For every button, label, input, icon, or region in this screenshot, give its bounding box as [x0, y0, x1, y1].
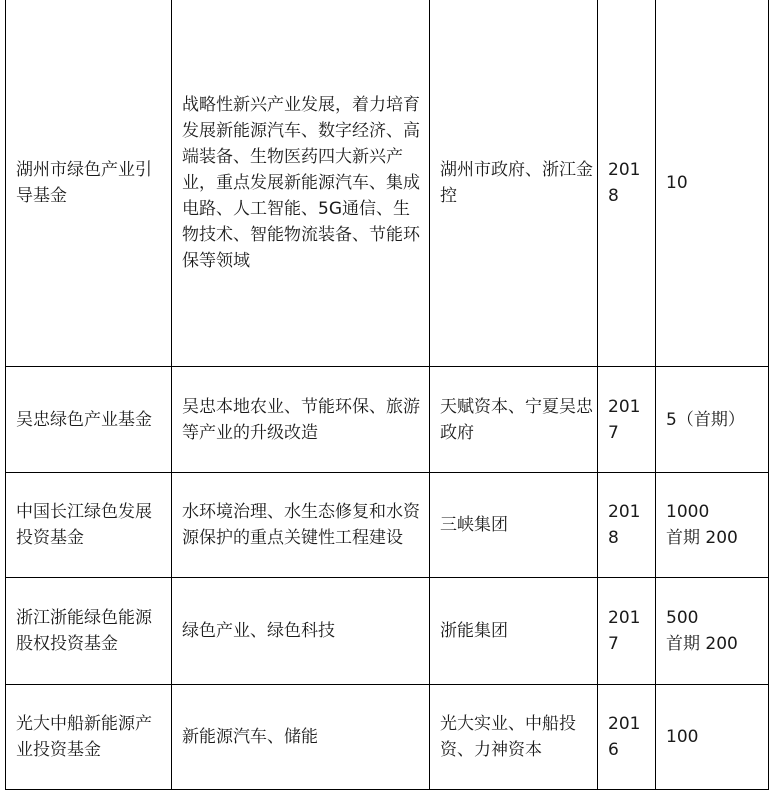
invest-field-cell [172, 473, 430, 578]
fund-name-cell [6, 0, 172, 367]
scale-value: 5（首期） [666, 409, 745, 430]
year-cell [598, 578, 656, 685]
scale-value: 100 [666, 727, 699, 747]
sponsor: 三峡集团 [440, 515, 508, 535]
table-row [6, 473, 769, 578]
sponsor: 浙能集团 [440, 621, 508, 641]
year-cell [598, 0, 656, 367]
fund-table [5, 0, 769, 790]
fund-name: 浙江浙能绿色能源股权投资基金 [16, 608, 152, 654]
sponsor: 湖州市政府、浙江金控 [440, 159, 593, 206]
year: 2018 [608, 159, 641, 206]
fund-name-cell [6, 578, 172, 685]
sponsor-cell [430, 0, 598, 367]
year-cell [598, 473, 656, 578]
fund-name-cell [6, 473, 172, 578]
scale-cell [656, 367, 769, 473]
invest-field: 吴忠本地农业、节能环保、旅游等产业的升级改造 [182, 396, 420, 443]
scale-first-phase: 首期 200 [666, 528, 738, 548]
table-row [6, 367, 769, 473]
fund-name-cell [6, 367, 172, 473]
sponsor: 天赋资本、宁夏吴忠政府 [440, 396, 593, 443]
scale-cell [656, 0, 769, 367]
invest-field-cell [172, 578, 430, 685]
sponsor-cell [430, 578, 598, 685]
invest-field-cell [172, 0, 430, 367]
scale-first-phase: 首期 200 [666, 634, 738, 654]
fund-name: 中国长江绿色发展投资基金 [16, 502, 152, 548]
sponsor-cell [430, 685, 598, 790]
sponsor-cell [430, 367, 598, 473]
invest-field-cell [172, 367, 430, 473]
year: 2016 [608, 714, 641, 760]
table-row [6, 685, 769, 790]
scale-value: 10 [666, 172, 688, 193]
scale-cell [656, 685, 769, 790]
invest-field: 战略性新兴产业发展，着力培育发展新能源汽车、数字经济、高端装备、生物医药四大新兴产业，重点发展新能源汽车、集成电路、人工智能、5G通信、生物技术、智能物流装备、节能环保等领域 [182, 94, 420, 271]
invest-field: 新能源汽车、储能 [182, 727, 318, 747]
invest-field-cell [172, 685, 430, 790]
year-cell [598, 685, 656, 790]
invest-field: 水环境治理、水生态修复和水资源保护的重点关键性工程建设 [182, 502, 420, 548]
year-cell [598, 367, 656, 473]
fund-name-cell [6, 685, 172, 790]
table-row [6, 578, 769, 685]
fund-name: 光大中船新能源产业投资基金 [16, 714, 152, 760]
invest-field: 绿色产业、绿色科技 [182, 621, 335, 641]
scale-value: 500 [666, 608, 699, 628]
scale-cell [656, 578, 769, 685]
scale-value: 1000 [666, 502, 710, 522]
sponsor-cell [430, 473, 598, 578]
fund-name: 吴忠绿色产业基金 [16, 409, 152, 430]
year: 2017 [608, 396, 641, 443]
year: 2018 [608, 502, 641, 548]
table-row [6, 0, 769, 367]
scale-cell [656, 473, 769, 578]
sponsor: 光大实业、中船投资、力神资本 [440, 714, 576, 760]
year: 2017 [608, 608, 641, 654]
fund-name: 湖州市绿色产业引导基金 [16, 159, 152, 206]
